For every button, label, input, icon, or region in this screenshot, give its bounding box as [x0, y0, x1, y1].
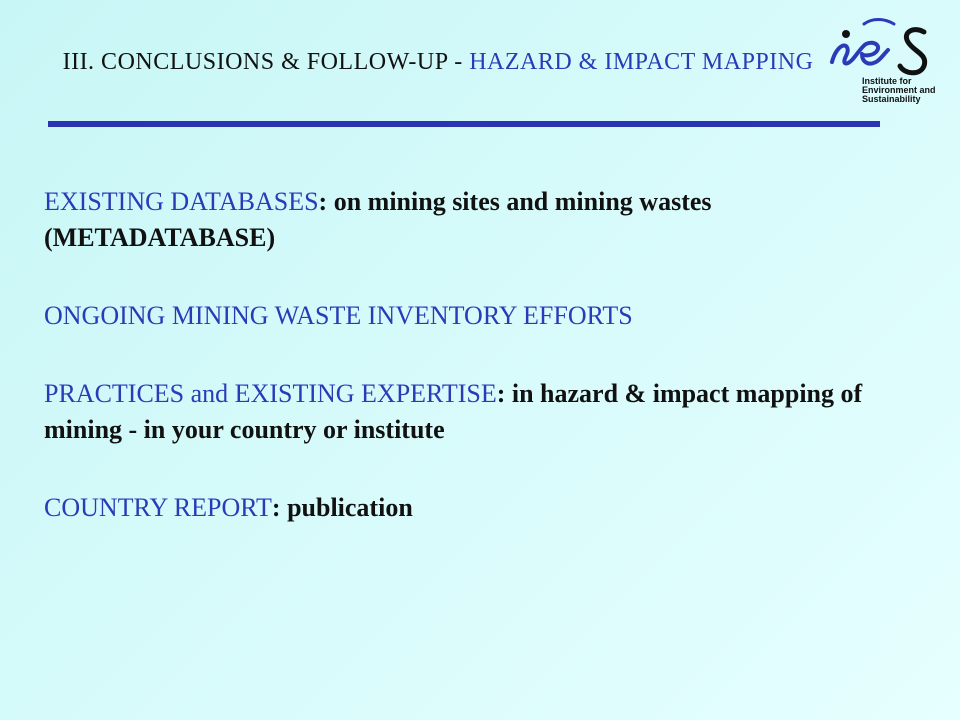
bullet-heading: ONGOING MINING WASTE INVENTORY EFFORTS: [44, 301, 633, 330]
title-divider: [48, 121, 880, 127]
ies-logo-mark: [832, 20, 925, 73]
logo-line-3: Sustainability: [862, 94, 921, 104]
ies-logo: [828, 10, 952, 106]
bullet-heading: PRACTICES and EXISTING EXPERTISE: [44, 379, 497, 408]
bullet-text: : publication: [271, 493, 413, 522]
bullet-country-report: [44, 490, 924, 526]
bullet-existing-databases: [44, 184, 924, 256]
bullet-practices-expertise: [44, 376, 924, 448]
logo-line-1: Institute for: [862, 76, 912, 86]
bullet-ongoing-inventory: [44, 298, 924, 334]
bullet-heading: EXISTING DATABASES: [44, 187, 319, 216]
slide-body: [44, 184, 924, 568]
bullet-heading: COUNTRY REPORT: [44, 493, 272, 522]
title-topic-label: HAZARD & IMPACT MAPPING: [469, 49, 814, 75]
page-title: [48, 44, 828, 80]
logo-line-2: Environment and: [862, 85, 936, 95]
title-section-label: III. CONCLUSIONS & FOLLOW-UP -: [62, 49, 470, 75]
bullet-text: : on mining sites and mining wastes (METADATABASE): [44, 187, 712, 252]
bullet-text: : in hazard & impact mapping of mining - in your country or institute: [44, 379, 863, 444]
